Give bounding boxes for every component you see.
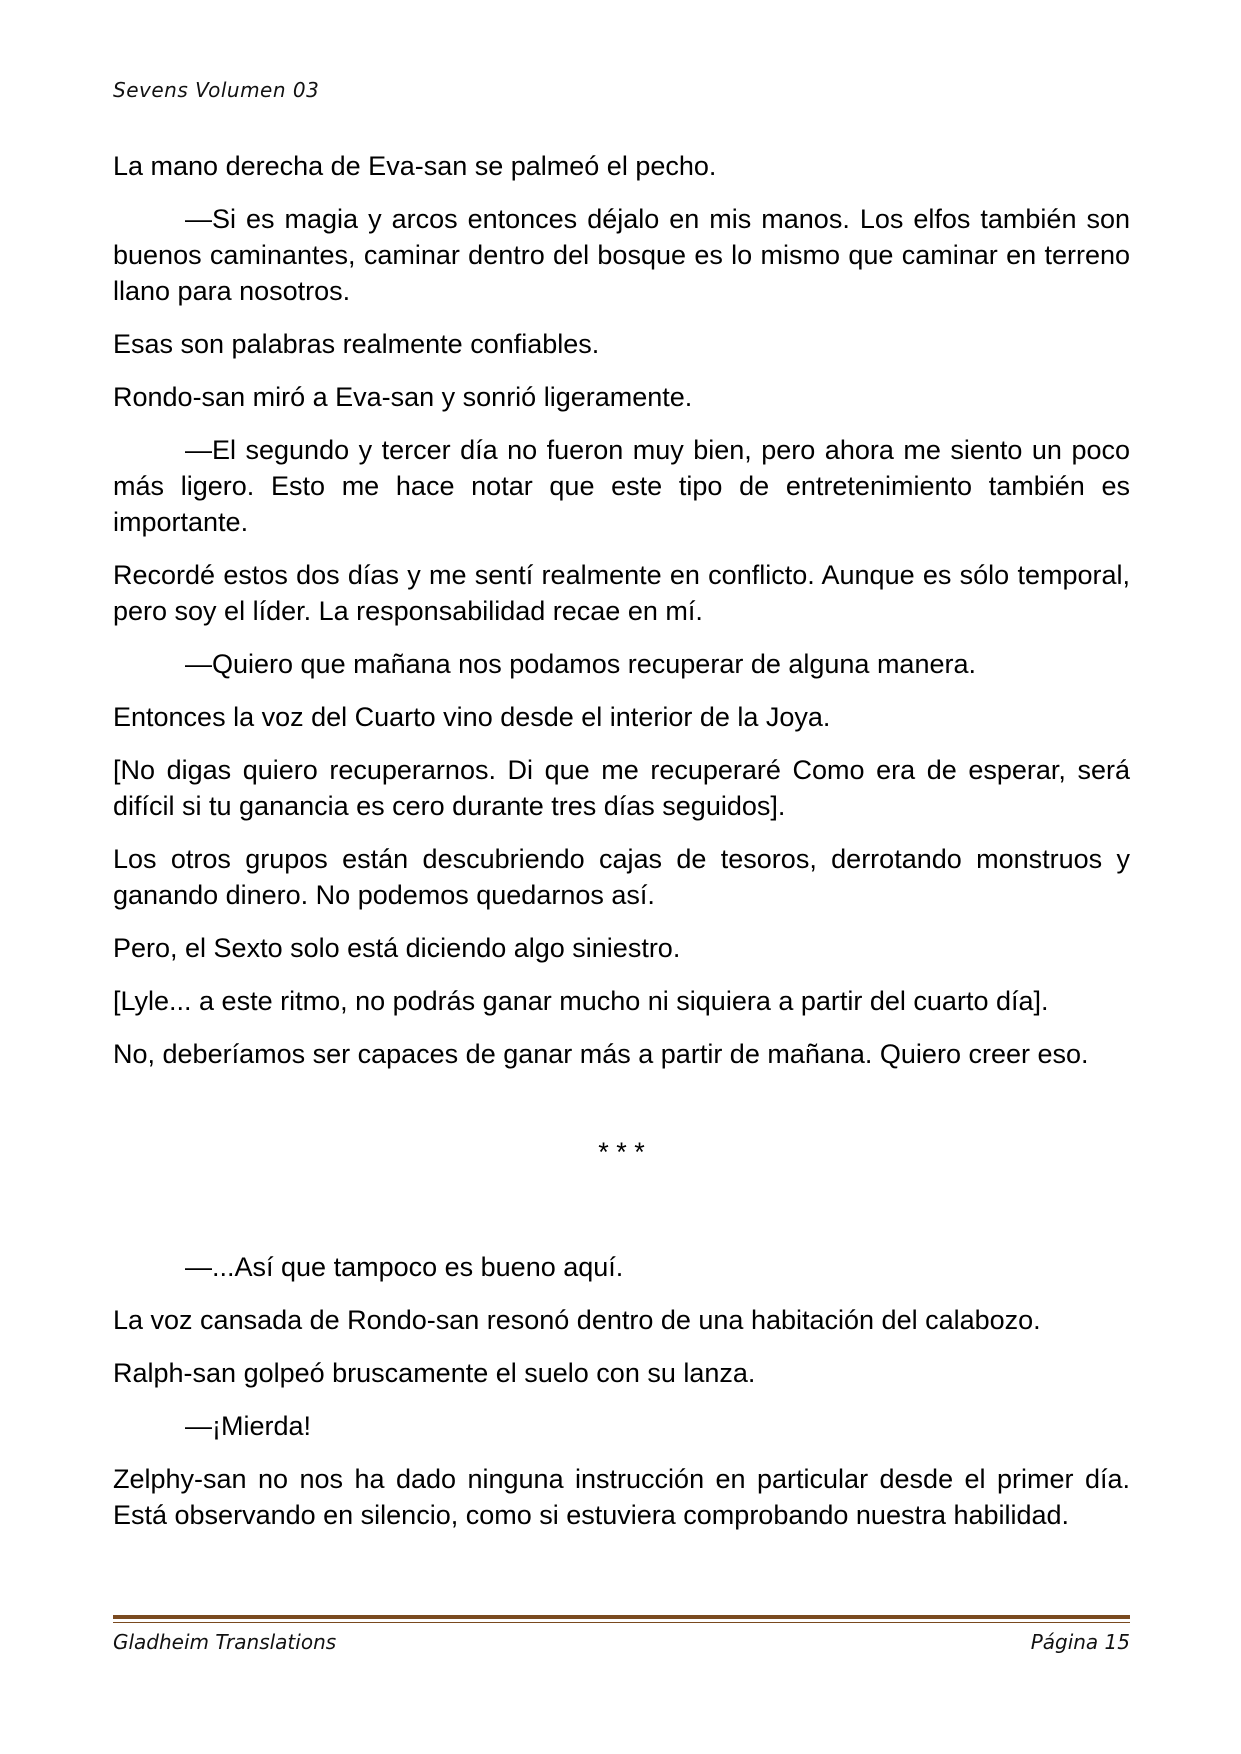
paragraph: Recordé estos dos días y me sentí realmente en conflicto. Aunque es sólo temporal, pero soy el líder. La responsabilidad recae en mí.	[113, 560, 1130, 626]
footer-rule-thick	[113, 1615, 1130, 1619]
paragraph: No, deberíamos ser capaces de ganar más a partir de mañana. Quiero creer eso.	[113, 1039, 1089, 1069]
dialogue-paragraph: —...Así que tampoco es bueno aquí.	[185, 1252, 624, 1282]
paragraph: La mano derecha de Eva-san se palmeó el pecho.	[113, 151, 717, 181]
footer-rule-thin	[113, 1622, 1130, 1623]
dialogue-paragraph: —Quiero que mañana nos podamos recuperar de alguna manera.	[185, 649, 976, 679]
dialogue-paragraph: —El segundo y tercer día no fueron muy bien, pero ahora me siento un poco más ligero. Esto me hace notar que este tipo de entretenimiento también es importante.	[113, 435, 1130, 537]
paragraph: Ralph-san golpeó bruscamente el suelo con su lanza.	[113, 1358, 756, 1388]
page-body	[113, 148, 1130, 1550]
paragraph: Entonces la voz del Cuarto vino desde el interior de la Joya.	[113, 702, 831, 732]
paragraph: Esas son palabras realmente confiables.	[113, 329, 600, 359]
paragraph: [No digas quiero recuperarnos. Di que me recuperaré Como era de esperar, será difícil si tu ganancia es cero durante tres días seguidos].	[113, 755, 1130, 821]
paragraph: [Lyle... a este ritmo, no podrás ganar mucho ni siquiera a partir del cuarto día].	[113, 986, 1049, 1016]
paragraph: Zelphy-san no nos ha dado ninguna instrucción en particular desde el primer día. Está observando en silencio, como si estuviera comprobando nuestra habilidad.	[113, 1464, 1130, 1530]
dialogue-paragraph: —Si es magia y arcos entonces déjalo en mis manos. Los elfos también son buenos caminantes, caminar dentro del bosque es lo mismo que caminar en terreno llano para nosotros.	[113, 204, 1130, 306]
paragraph: Los otros grupos están descubriendo cajas de tesoros, derrotando monstruos y ganando dinero. No podemos quedarnos así.	[113, 844, 1130, 910]
paragraph: Pero, el Sexto solo está diciendo algo siniestro.	[113, 933, 681, 963]
dialogue-paragraph: —¡Mierda!	[185, 1411, 312, 1441]
paragraph: Rondo-san miró a Eva-san y sonrió ligeramente.	[113, 382, 693, 412]
footer-page-number: Página 15	[1030, 1630, 1130, 1654]
scene-break-separator: * * *	[598, 1137, 645, 1167]
paragraph: La voz cansada de Rondo-san resonó dentro de una habitación del calabozo.	[113, 1305, 1041, 1335]
page-header-title: Sevens Volumen 03	[113, 78, 320, 102]
footer-publisher: Gladheim Translations	[113, 1630, 337, 1654]
